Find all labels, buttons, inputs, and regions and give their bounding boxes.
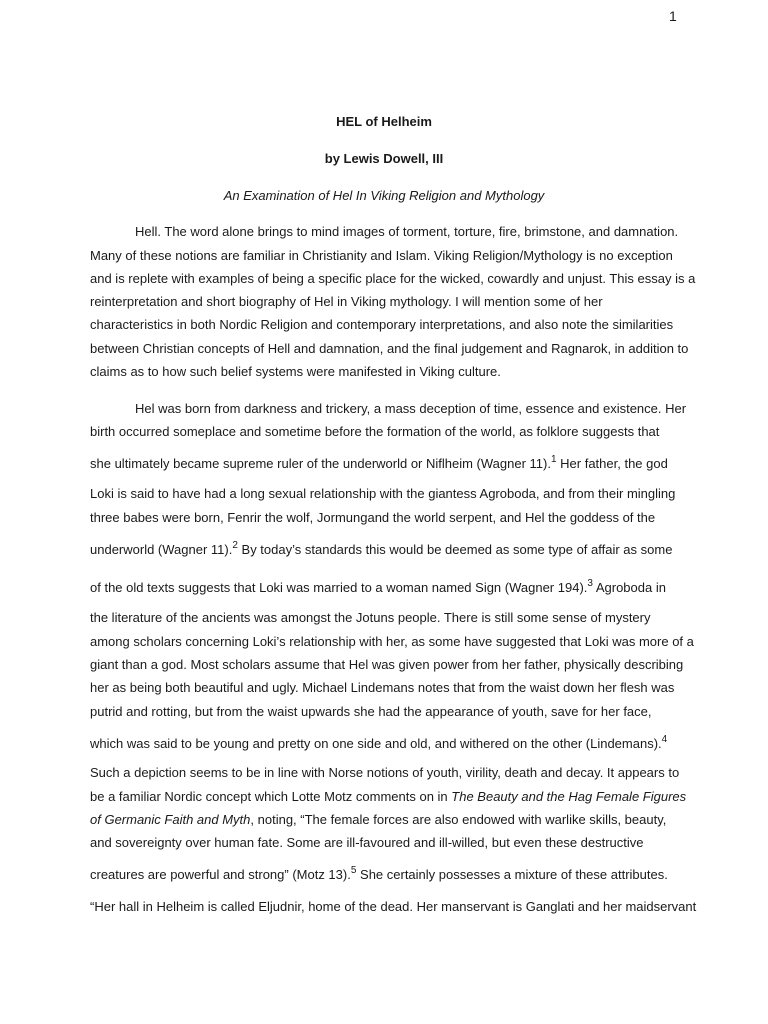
paragraph-1-line: characteristics in both Nordic Religion and contemporary interpretations, and also note the similarities: [90, 317, 674, 332]
paragraph-2-line: [90, 580, 666, 595]
footnote-marker: 1: [550, 454, 557, 465]
author-byline: by Lewis Dowell, III: [324, 151, 444, 166]
line-text: Agroboda in: [592, 580, 666, 595]
paragraph-2-line: Such a depiction seems to be in line with Norse notions of youth, virility, death and decay. It appears to: [90, 765, 680, 780]
line-text: She certainly possesses a mixture of these attributes.: [356, 867, 668, 882]
paragraph-2-line: [90, 542, 672, 557]
paragraph-2-line: three babes were born, Fenrir the wolf, Jormungand the world serpent, and Hel the goddess of the: [90, 510, 656, 525]
paragraph-1-line: and is replete with examples of being a specific place for the wicked, cowardly and unjust. This essay is a: [90, 271, 696, 286]
book-title: of Germanic Faith and Myth: [90, 812, 251, 827]
page-number: 1: [669, 8, 677, 24]
paragraph-1-line: claims as to how such belief systems were manifested in Viking culture.: [90, 364, 501, 379]
paragraph-2-line: giant than a god. Most scholars assume that Hel was given power from her father, physically describing: [90, 657, 684, 672]
paragraph-1-line: Many of these notions are familiar in Christianity and Islam. Viking Religion/Mythology is no exception: [90, 248, 673, 263]
paragraph-2-line: Hel was born from darkness and trickery, a mass deception of time, essence and existence. Her: [135, 401, 687, 416]
document-subtitle: An Examination of Hel In Viking Religion and Mythology: [223, 188, 545, 203]
line-text: of the old texts suggests that Loki was married to a woman named Sign (Wagner 194).: [90, 580, 588, 595]
paragraph-2-line: the literature of the ancients was amongst the Jotuns people. There is still some sense of mystery: [90, 610, 651, 625]
paragraph-1-line: between Christian concepts of Hell and damnation, and the final judgement and Ragnarok, in addition to: [90, 341, 689, 356]
paragraph-2-line: birth occurred someplace and sometime before the formation of the world, as folklore suggests that: [90, 424, 660, 439]
footnote-marker: 5: [350, 865, 357, 876]
paragraph-1-line: Hell. The word alone brings to mind images of torment, torture, fire, brimstone, and damnation.: [135, 224, 679, 239]
line-text: which was said to be young and pretty on one side and old, and withered on the other (Lindemans).: [90, 736, 662, 751]
line-text: be a familiar Nordic concept which Lotte Motz comments on in: [90, 789, 452, 804]
paragraph-2-line: [90, 736, 667, 751]
footnote-marker: 2: [232, 540, 238, 551]
paragraph-2-line: her as being both beautiful and ugly. Michael Lindemans notes that from the waist down her flesh was: [90, 680, 675, 695]
line-text: Her father, the god: [556, 456, 668, 471]
line-text: she ultimately became supreme ruler of the underworld or Niflheim (Wagner 11).: [90, 456, 551, 471]
paragraph-2-line: [90, 867, 668, 882]
paragraph-1-line: reinterpretation and short biography of Hel in Viking mythology. I will mention some of her: [90, 294, 603, 309]
paragraph-2-line: among scholars concerning Loki’s relationship with her, as some have suggested that Loki was more of a: [90, 634, 694, 649]
paragraph-2-line: “Her hall in Helheim is called Eljudnir, home of the dead. Her manservant is Ganglati and her maidservant: [90, 899, 697, 914]
paragraph-2-line: [90, 789, 686, 804]
document-title: HEL of Helheim: [336, 114, 432, 129]
paragraph-2-line: putrid and rotting, but from the waist upwards she had the appearance of youth, save for her face,: [90, 704, 652, 719]
book-title: The Beauty and the Hag Female Figures: [451, 789, 687, 804]
footnote-marker: 3: [587, 578, 593, 589]
line-text: By today’s standards this would be deemed as some type of affair as some: [237, 542, 673, 557]
line-text: , noting, “The female forces are also endowed with warlike skills, beauty,: [250, 812, 667, 827]
paragraph-2-line: [90, 812, 666, 827]
paragraph-2-line: [90, 456, 668, 471]
line-text: creatures are powerful and strong” (Motz 13).: [90, 867, 351, 882]
paragraph-2-line: and sovereignty over human fate. Some are ill-favoured and ill-willed, but even these destructive: [90, 835, 644, 850]
paragraph-2-line: Loki is said to have had a long sexual relationship with the giantess Agroboda, and from their mingling: [90, 486, 676, 501]
line-text: underworld (Wagner 11).: [90, 542, 233, 557]
footnote-marker: 4: [661, 734, 668, 745]
